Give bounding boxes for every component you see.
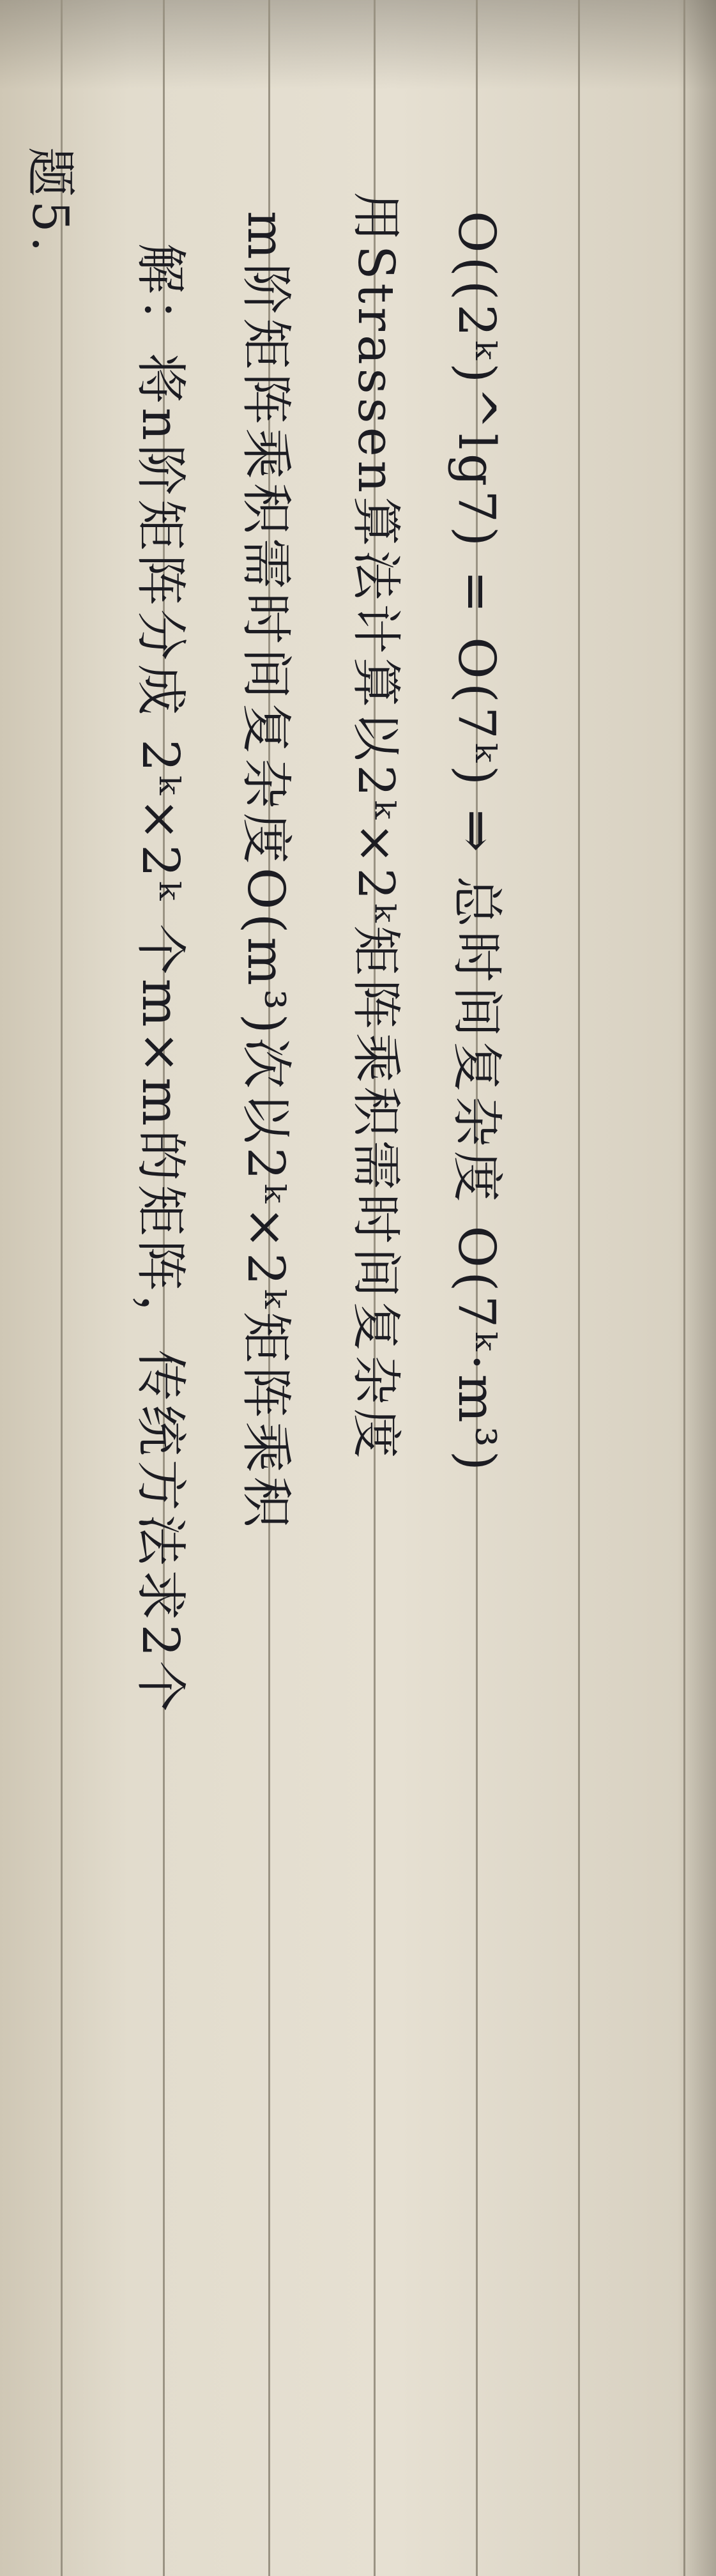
problem-title: 题5. — [21, 147, 79, 256]
solution-line-1: 解：将n阶矩阵分成 2ᵏ×2ᵏ 个m×m的矩阵，传统方法求2个 — [131, 243, 190, 1716]
solution-line-2: m阶矩阵乘积需时间复杂度O(m³)次以2ᵏ×2ᵏ矩阵乘积 — [236, 211, 296, 1531]
solution-line-3: 用Strassen算法计算以2ᵏ×2ᵏ矩阵乘积需时间复杂度 — [347, 192, 404, 1462]
solution-line-4: O((2ᵏ)^lg7) = O(7ᵏ) ⇒ 总时间复杂度 O(7ᵏ·m³) — [447, 211, 507, 1475]
